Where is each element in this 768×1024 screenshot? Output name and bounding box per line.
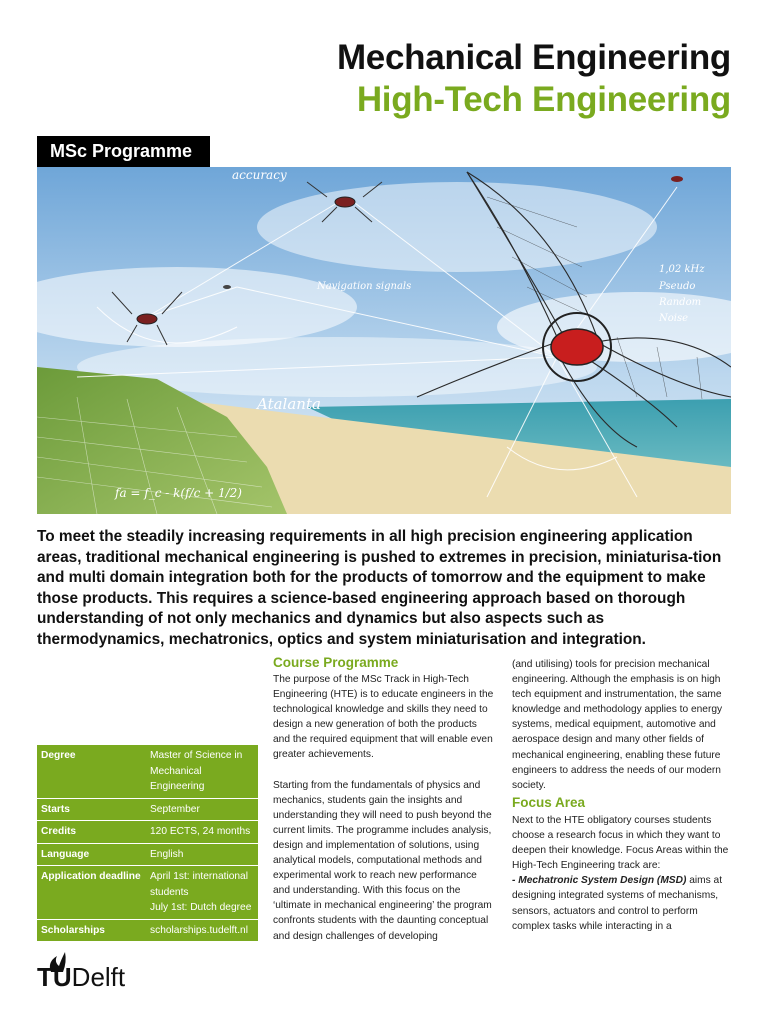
- tu-delft-logo: [37, 950, 177, 990]
- hero-annotation: accuracy: [232, 168, 287, 182]
- hero-annotation: fa = f_c - k(f/c + 1/2): [115, 486, 242, 500]
- facts-label: Starts: [37, 798, 146, 821]
- facts-label: Application deadline: [37, 866, 146, 920]
- hero-annotation: Noise: [659, 313, 689, 324]
- course-paragraph-1: The purpose of the MSc Track in High-Tech Engineering (HTE) is to educate engineers in the technological knowledge and skills they need to design a new generation of both the products and the required equipment that will enable even greater achievements.: [273, 674, 494, 761]
- facts-label: Credits: [37, 821, 146, 844]
- facts-value: April 1st: international students July 1st: Dutch degree: [146, 866, 258, 920]
- hero-annotation: Random: [659, 297, 702, 308]
- title-line-2: High-Tech Engineering: [356, 80, 731, 119]
- facts-label: Degree: [37, 745, 146, 798]
- logo-text-tu: TU: [37, 962, 72, 992]
- course-programme-heading: Course Programme: [273, 655, 399, 670]
- course-programme-continued: [512, 657, 732, 808]
- facts-row: [37, 745, 258, 798]
- focus-area-heading: Focus Area: [512, 795, 586, 810]
- title-line-1: Mechanical Engineering: [336, 38, 731, 77]
- facts-label: Scholarships: [37, 919, 146, 942]
- hero-annotation: Navigation signals: [317, 281, 412, 292]
- facts-row: [37, 798, 258, 821]
- hero-annotation: Atalanta: [257, 395, 321, 413]
- facts-row: [37, 821, 258, 844]
- hero-annotation: Pseudo: [659, 281, 696, 292]
- logo-text-delft: Delft: [71, 962, 126, 992]
- facts-row: [37, 843, 258, 866]
- facts-value: 120 ECTS, 24 months: [146, 821, 258, 844]
- focus-paragraph-1: Next to the HTE obligatory courses students choose a research focus in which they want to deepen their knowledge. Focus Areas within the High-Tech Engineering track are:: [512, 815, 729, 872]
- facts-label: Language: [37, 843, 146, 866]
- msd-text: aims at designing integrated systems of mechanisms, sensors, actuators and control to perform complex tasks while interacting in a: [512, 875, 723, 932]
- intro-paragraph: To meet the steadily increasing requirements in all high precision engineering application areas, traditional mechanical engineering is pushed to extremes in precision, miniaturisa-tion and multi domain integration both for the products of tomorrow and the equipment to make those products. This requires a science-based engineering approach based on thorough understanding of not only mechanics and dynamics but also aspects such as thermodynamics, mechatronics, optics and system miniaturisation and integration.: [37, 528, 722, 648]
- course-paragraph-2: Starting from the fundamentals of physics and mechanics, students gain the insights and understanding they will need to push beyond the current limits. The programme includes analysis, design and implementation of solutions, using analytical models, computational methods and experimental work to reach new performance and understanding. With this focus on the ‘ultimate in mechanical engineering’ the program confronts students with the daunting conceptual and design challenges of developing: [273, 779, 492, 942]
- facts-value: English: [146, 843, 258, 866]
- course-paragraph-3: (and utilising) tools for precision mechanical engineering. Although the emphasis is on high tech equipment and instrumentation, the same knowledge and methodology applies to energy systems, medical equipment, automotive and aerospace design and many other fields of mechanical engineering, enabling these future engineers to address the needs of our modern society.: [512, 659, 723, 791]
- programme-badge: MSc Programme: [37, 136, 210, 167]
- facts-row: [37, 919, 258, 942]
- facts-value: scholarships.tudelft.nl: [146, 919, 258, 942]
- course-programme-column: [273, 672, 496, 959]
- hero-annotation: 1,02 kHz: [659, 264, 705, 275]
- hero-image: [37, 167, 731, 514]
- facts-row: [37, 866, 258, 920]
- facts-value: Master of Science in Mechanical Engineering: [146, 745, 258, 798]
- msd-label: - Mechatronic System Design (MSD): [512, 875, 687, 887]
- facts-value: September: [146, 798, 258, 821]
- programme-facts-table: [37, 745, 258, 942]
- focus-area-column: [512, 813, 732, 934]
